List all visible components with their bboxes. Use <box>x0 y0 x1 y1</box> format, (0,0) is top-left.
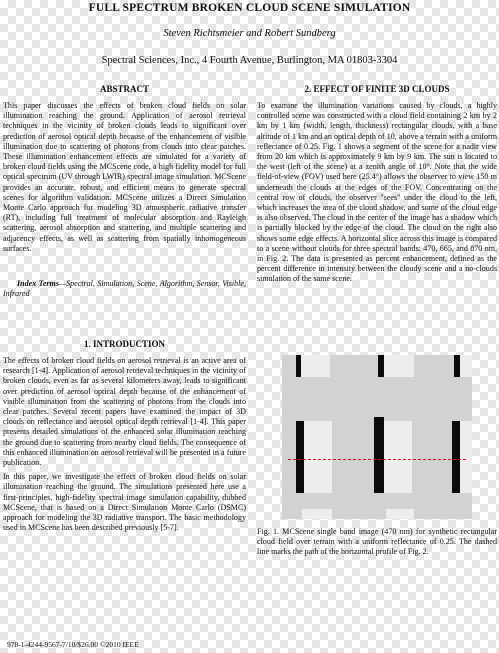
cloud-bottom-left <box>302 509 332 519</box>
cloud-shadow-top-right <box>454 355 460 377</box>
cloud-bottom-center <box>386 509 414 519</box>
introduction-heading: 1. INTRODUCTION <box>83 339 165 349</box>
abstract-text: This paper discusses the effects of broken cloud fields on solar illumination reaching the ground. Application of aerosol retrieval techniques in the vicinity of broken clouds leads to significant over prediction of aerosol optical depth because of the enhancement of visible illumination due to scattering of photons from clouds into clear patches. These illumination enhancement effects are simulated for a variety of broken cloud fields using the MCScene code, a high fidelity model for full optical spectrum (UV through LWIR) spectral image simulation. MCScene provides an accurate, robust, and efficient means to generate spectral scenes for algorithm validation. MCScene utilizes a Direct Simulation Monte Carlo approach for modeling 3D atmospheric radiative transfer (RT), including full treatment of molecular absorption and Rayleigh scattering, aerosol absorption and scattering, and multiple scattering and adjacency effects, as well as scattering from spatially inhomogeneous surfaces. <box>3 101 246 253</box>
index-terms-text: —Spectral, Simulation, Scene, Algorithm, Sensor, Visible, Infrared <box>3 279 246 299</box>
cloud-mid-center <box>384 421 412 493</box>
paper-authors: Steven Richtsmeier and Robert Sundberg <box>163 28 336 39</box>
figure-1-image <box>282 355 472 519</box>
paper-title: FULL SPECTRUM BROKEN CLOUD SCENE SIMULATION <box>88 2 411 14</box>
cloud-mid-right <box>460 421 472 493</box>
cloud-top-left <box>300 355 330 377</box>
abstract-heading: ABSTRACT <box>99 84 149 94</box>
section2-text: To examine the illumination variations caused by clouds, a highly controlled scene was constructed with a cloud field containing 2 km by 2 km by 1 km (width, length, thickness) rectangular clouds, with a base altitude of 1 km and an optical depth of 10, above a terrain with a uniform reflectance of 0.25. Fig. 1 shows a segment of the scene for a nadir view from 20 km which is approximately 9 km by 9 km. The sun is located to the west (left of the scene) at a zenith angle of 10°. Note that the wide field-of-view (FOV) used here (25.4°) allows the observer to view 150 m underneath the clouds at the edges of the FOV. Concentrating on the central row of clouds, the observer "sees" under the cloud to the left, which increases the area of the cloud shadow, and some of the cloud edge is also observed. The cloud in the center of the image has a shadow which is partially blocked by the edge of the cloud. The cloud on the right also shows some edge effects. A horizontal slice across this image is compared to a scene without clouds for three spectral bands: 470, 665, and 870 nm, in Fig. 2. The data is presented as percent enhancement, defined as the percent difference in intensity between the cloudy scene and a no-clouds simulation of the same scene. <box>257 101 497 284</box>
introduction-paragraph-2: In this paper, we investigate the effect of broken cloud fields on solar illumination reaching the ground. The simulations presented here use a first-principles, high-fidelity spectral image simulation capability, dubbed MCScene, that is based on a Direct Simulation Monte Carlo (DSMC) approach for modeling the 3D radiative transport. The basic methodology used in MCScene has been described previously [5-7]. <box>3 472 246 533</box>
cloud-mid-left <box>304 421 332 493</box>
page-footer: 978-1-4244-9567-7/10/$26.00 ©2010 IEEE <box>7 640 139 649</box>
abstract-body <box>3 101 246 254</box>
section2-body <box>257 101 497 285</box>
introduction-body <box>3 356 246 533</box>
paper-affiliation: Spectral Sciences, Inc., 4 Fourth Avenue, Burlington, MA 01803-3304 <box>101 55 398 66</box>
introduction-paragraph-1: The effects of broken cloud fields on aerosol retrieval is an active area of research [1-4]. Application of aerosol retrieval techniques in the vicinity of broken clouds, even as far as several kilometers away, leads to significant over prediction of aerosol optical depth because of the enhancement of visible illumination from the scattering of photons from the clouds into clear patches. Several recent papers have examined the impact of 3D clouds on reflectance and aerosol optical depth retrieval [1-4]. This paper presents detailed simulations of the enhanced solar illumination reaching the ground due to scattering from nearby cloud fields. The consequence of this enhanced illumination on aerosol retrieval will be presented in a future publication. <box>3 356 246 468</box>
cloud-shadow-mid-left <box>296 421 304 493</box>
cloud-shadow-mid-center <box>374 417 384 493</box>
figure-1-caption: Fig. 1. MCScene single band image (470 nm) for synthetic rectangular cloud field over terrain with a uniform reflectance of 0.25. The dashed line marks the path of the horizontal profile of Fig. 2. <box>257 527 497 557</box>
cloud-top-center <box>384 355 414 377</box>
cloud-shadow-top-center <box>378 355 384 377</box>
cloud-shadow-mid-right <box>452 421 460 493</box>
cloud-top-right <box>460 355 472 377</box>
index-terms-label: Index Terms <box>17 279 59 288</box>
profile-dashed-line <box>288 459 466 460</box>
section2-heading: 2. EFFECT OF FINITE 3D CLOUDS <box>304 84 450 94</box>
cloud-shadow-top-left <box>296 355 301 377</box>
index-terms <box>3 279 246 299</box>
